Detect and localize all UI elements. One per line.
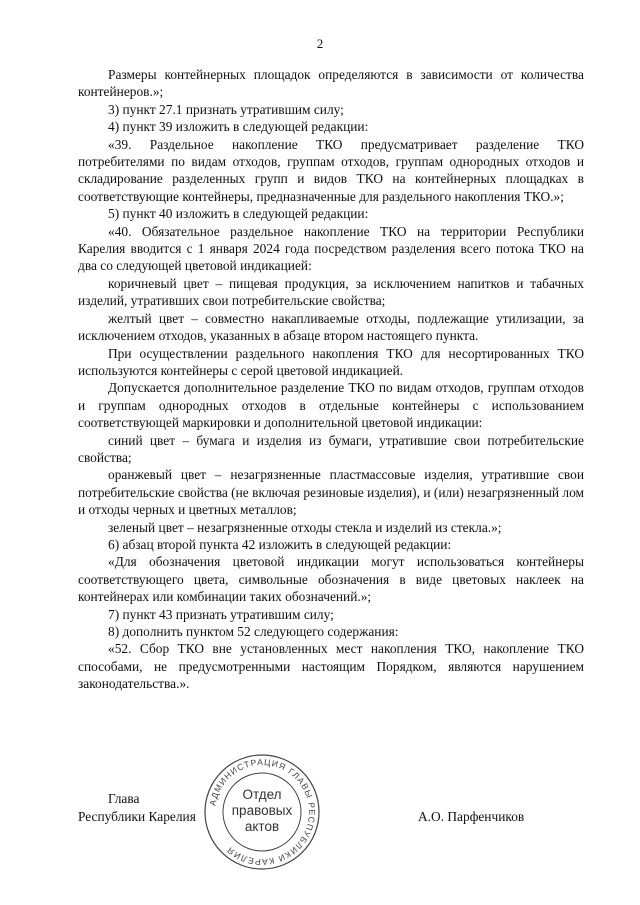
- paragraph: Допускается дополнительное разделение ТКО по видам отходов, группам отходов и группам однородных отходов в отдельные контейнеры с использованием соответствующей маркировки и дополнительной цветовой индикации:: [78, 380, 584, 431]
- paragraph: коричневый цвет – пищевая продукция, за исключением напитков и табачных изделий, утративших свои потребительские свойства;: [78, 275, 584, 309]
- paragraph: «40. Обязательное раздельное накопление ТКО на территории Республики Карелия вводится с 1 января 2024 года посредством разделения всего потока ТКО на два со следующей цветовой индикацией:: [78, 223, 584, 274]
- paragraph: «52. Сбор ТКО вне установленных мест накопления ТКО, накопление ТКО способами, не предусмотренными настоящим Порядком, являются нарушением законодательства.».: [78, 641, 584, 692]
- official-stamp: [203, 753, 321, 871]
- stamp-ring-text: АДМИНИСТРАЦИЯ ГЛАВЫ РЕСПУБЛИКИ КАРЕЛИЯ: [207, 756, 318, 868]
- paragraph: «Для обозначения цветовой индикации могут использоваться контейнеры соответствующего цвета, символьные обозначения в виде цветовых наклеек на контейнерах или комбинации таких обозначений.»;: [78, 554, 584, 605]
- paragraph: 3) пункт 27.1 признать утратившим силу;: [108, 101, 344, 117]
- paragraph: Размеры контейнерных площадок определяются в зависимости от количества контейнеров.»;: [78, 67, 584, 100]
- signature-org: Республики Карелия: [78, 809, 196, 824]
- stamp-line: актов: [244, 819, 280, 834]
- paragraph: 8) дополнить пунктом 52 следующего содержания:: [108, 624, 399, 639]
- paragraph: синий цвет – бумага и изделия из бумаги, утратившие свои потребительские свойства;: [78, 432, 584, 465]
- paragraph: желтый цвет – совместно накапливаемые отходы, подлежащие утилизации, за исключением отходов, указанных в абзаце втором настоящего пункта.: [78, 310, 584, 344]
- paragraph: 7) пункт 43 признать утратившим силу;: [108, 606, 334, 622]
- paragraph: При осуществлении раздельного накопления ТКО для несортированных ТКО используются контейнеры с серой цветовой индикацией.: [78, 345, 584, 378]
- stamp-center-text: [203, 787, 321, 835]
- paragraph: зеленый цвет – незагрязненные отходы стекла и изделий из стекла.»;: [108, 519, 502, 535]
- signer-name: А.О. Парфенчиков: [418, 809, 525, 824]
- signature-title: Глава: [108, 791, 140, 806]
- paragraph: «39. Раздельное накопление ТКО предусматривает разделение ТКО потребителями по видам отходов, группам отходов, группам однородных отходов и складирование разделенных групп и видов ТКО на контейнерных площадках в соответствующие контейнеры, предназначенные для раздельного накопления ТКО.»;: [78, 136, 584, 204]
- stamp-line: Отдел: [242, 787, 282, 802]
- paragraph: 4) пункт 39 изложить в следующей редакции:: [108, 119, 369, 135]
- document-body: [78, 66, 584, 693]
- paragraph: 6) абзац второй пункта 42 изложить в следующей редакции:: [108, 536, 452, 552]
- paragraph: 5) пункт 40 изложить в следующей редакции:: [108, 206, 369, 222]
- stamp-line: правовых: [231, 803, 293, 818]
- paragraph: оранжевый цвет – незагрязненные пластмассовые изделия, утратившие свои потребительские свойства (не включая резиновые изделия), и (или) незагрязненный лом и отходы черных и цветных металлов;: [78, 467, 584, 518]
- signature-block: [78, 790, 196, 826]
- page-number: 2: [316, 36, 324, 51]
